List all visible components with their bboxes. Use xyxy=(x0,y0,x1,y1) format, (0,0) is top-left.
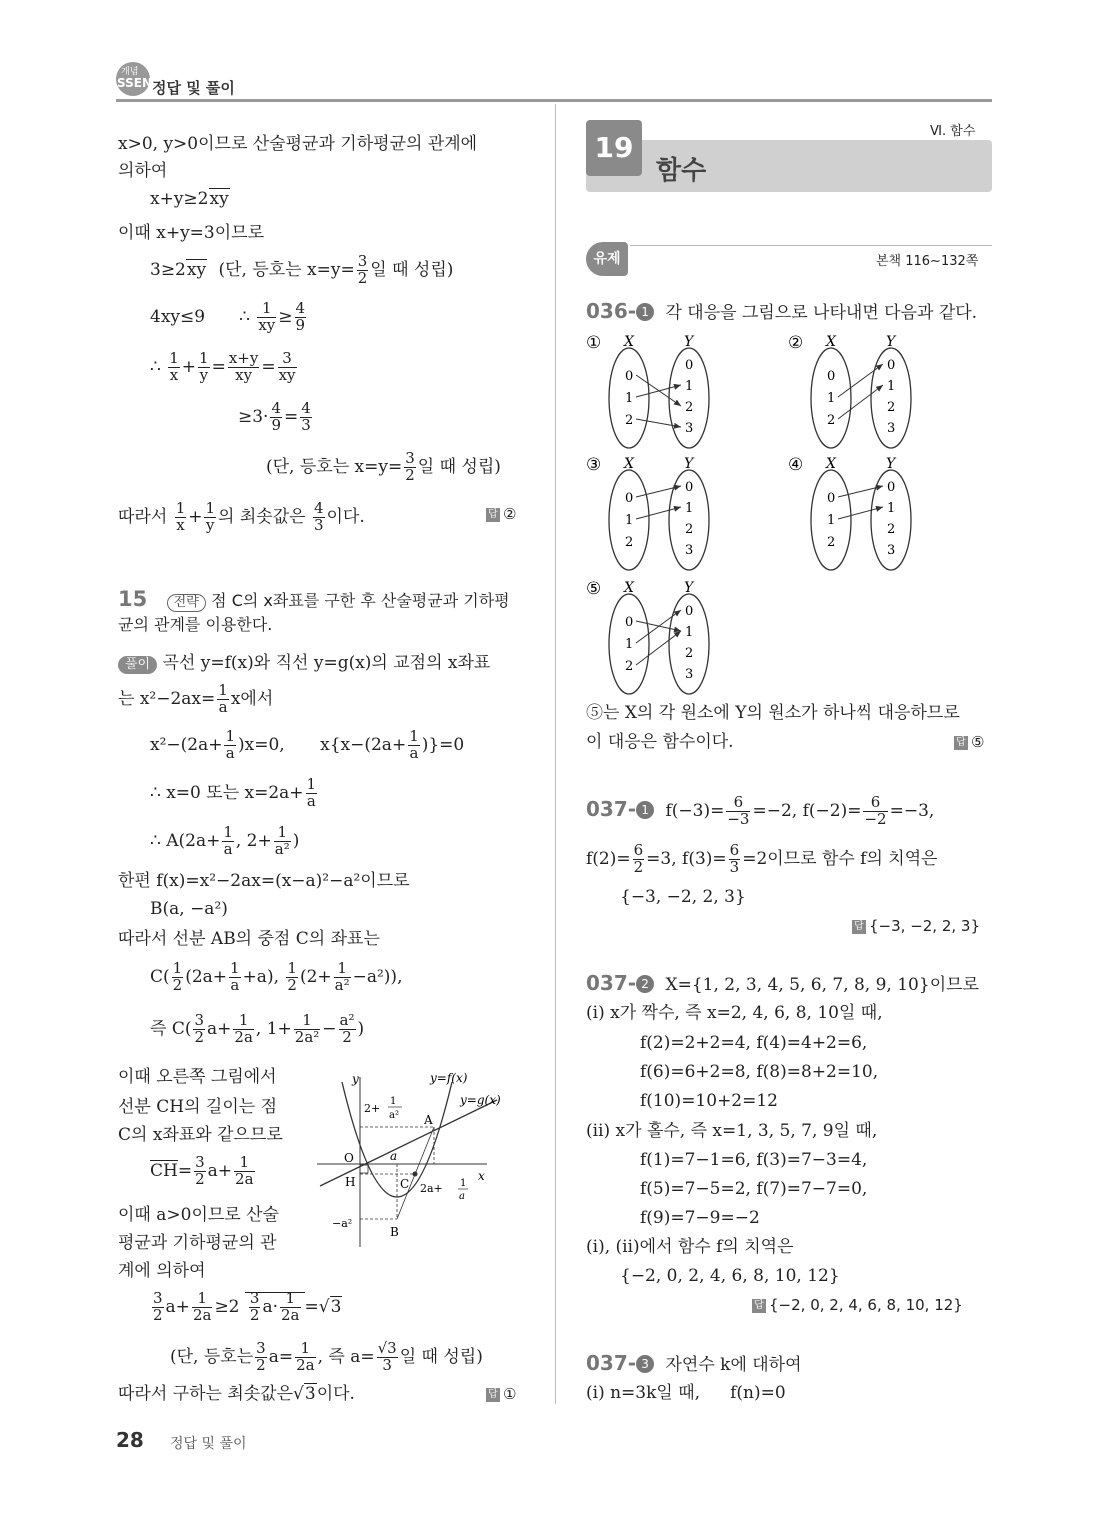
point-a-label: A xyxy=(424,1113,433,1127)
text-line: {−3, −2, 2, 3} xyxy=(620,887,746,907)
y-element: 2 xyxy=(887,400,896,415)
y-element: 0 xyxy=(887,358,896,373)
text-line: 이 대응은 함수이다. xyxy=(586,732,734,752)
mapping-arrow xyxy=(838,486,883,497)
mapping-arrow xyxy=(636,507,681,519)
set-x-label: X xyxy=(624,580,634,596)
set-x-label: X xyxy=(624,456,634,472)
q0371-line1: 037- 1 f(−3)= $\frac{6}{-3}$ =−2, f(−2)= $\frac{6}{-2}$ =−3, xyxy=(586,793,935,828)
line-g xyxy=(320,1100,497,1186)
diagram-label: ③ xyxy=(586,455,602,475)
text-line: f(10)=10+2=12 xyxy=(640,1091,779,1111)
point-c xyxy=(413,1172,418,1177)
math-line: 따라서 $\frac{1}{x}$ + $\frac{1}{y}$ 의 최솟값은 $\frac{4}{3}$ 이다. xyxy=(118,499,365,534)
mapping-arrow xyxy=(838,507,883,519)
mapping-diagram xyxy=(586,452,766,572)
math-line: 는 x²−2ax= $\frac{1}{a}$ x에서 xyxy=(118,681,274,716)
y-element: 2 xyxy=(685,522,694,537)
text-line: f(1)=7−1=6, f(3)=7−3=4, xyxy=(640,1150,868,1170)
diagram-label: ④ xyxy=(788,455,804,475)
set-x-label: X xyxy=(624,334,634,350)
chapter-title: 함수 xyxy=(656,156,707,186)
point-b-label: B xyxy=(390,1225,399,1239)
text-line: 이때 오른쪽 그림에서 xyxy=(118,1067,277,1087)
mapping-arrow xyxy=(636,631,681,665)
text-line: 계에 의하여 xyxy=(118,1261,206,1281)
set-y-label: Y xyxy=(684,580,694,596)
svg-text:1: 1 xyxy=(390,1096,397,1107)
set-y-label: Y xyxy=(684,456,694,472)
math-line: (단, 등호는 x=y= $\frac{3}{2}$ 일 때 성립) xyxy=(266,449,501,484)
text-line: 선분 CH의 길이는 점 xyxy=(118,1097,277,1117)
y-element: 3 xyxy=(685,543,694,558)
set-y-label: Y xyxy=(886,334,896,350)
section-rule xyxy=(630,245,992,246)
answer-0372: 답 {−2, 0, 2, 4, 6, 8, 10, 12} xyxy=(752,1296,963,1314)
math-line: x²−(2a+ $\frac{1}{a}$ )x=0, x{x−(2a+ $\frac{1}{a}$ )}=0 xyxy=(150,727,465,762)
answer-15: 답 ① xyxy=(486,1385,516,1403)
text-line: {−2, 0, 2, 4, 6, 8, 10, 12} xyxy=(620,1266,840,1286)
y-element: 0 xyxy=(685,604,694,619)
y-label: y xyxy=(352,1072,359,1086)
x-element: 2 xyxy=(827,535,836,550)
diagram-label: ② xyxy=(788,333,804,353)
y-element: 1 xyxy=(887,501,896,516)
x-element: 1 xyxy=(625,637,634,652)
mapping-diagram xyxy=(788,330,968,450)
section-badge: 유제 xyxy=(586,242,628,276)
text-line: 이때 a>0이므로 산술 xyxy=(118,1205,279,1225)
math-line: (단, 등호는 $\frac{3}{2}$ a= $\frac{1}{2a}$ , 즉 a= $\frac{√3}{3}$ 일 때 성립) xyxy=(170,1339,483,1374)
answer-036: 답 ⑤ xyxy=(954,733,984,751)
math-line: C( $\frac{1}{2}$ (2a+ $\frac{1}{a}$ +a), $\frac{1}{2}$ (2+ $\frac{1}{\text{a²}}$ −a²)), xyxy=(150,959,403,994)
chapter-band xyxy=(586,140,992,192)
text-line: f(2)=2+2=4, f(4)=4+2=6, xyxy=(640,1033,868,1053)
mapping-arrow xyxy=(636,419,681,427)
y-element: 0 xyxy=(685,480,694,495)
text-line: f(5)=7−5=2, f(7)=7−7=0, xyxy=(640,1179,868,1199)
q036-header: 036- 1 각 대응을 그림으로 나타내면 다음과 같다. xyxy=(586,299,978,323)
math-line: CH= $\frac{3}{2}$ a+ $\frac{1}{2a}$ xyxy=(150,1153,254,1188)
set-y-label: Y xyxy=(684,334,694,350)
mapping-arrow xyxy=(636,486,681,497)
mapping-diagram xyxy=(586,576,766,696)
y-element: 3 xyxy=(887,543,896,558)
math-line: 3≥2xy (단, 등호는 x=y= $\frac{3}{2}$ 일 때 성립) xyxy=(150,252,454,287)
math-line: ∴ $\frac{1}{x}$ + $\frac{1}{y}$ = $\frac{x+y}{xy}$ = $\frac{3}{xy}$ xyxy=(150,349,296,384)
parabola-line-graph xyxy=(312,1062,524,1252)
y-element: 0 xyxy=(887,480,896,495)
y-element: 3 xyxy=(685,421,694,436)
page-number: 28 xyxy=(116,1428,144,1452)
point-h-label: H xyxy=(345,1175,356,1189)
text-line: 한편 f(x)=x²−2ax=(x−a)²−a²이므로 xyxy=(118,871,410,891)
math-line: $\frac{3}{2}$ a+ $\frac{1}{2a}$ ≥2 $\frac{3}{2}$ a· $\frac{1}{2a}$ =√3 xyxy=(153,1289,342,1324)
text-line: ⑤는 X의 각 원소에 Y의 원소가 하나씩 대응하므로 xyxy=(586,703,960,723)
solution-line: 풀이 곡선 y=f(x)와 직선 y=g(x)의 교점의 x좌표 xyxy=(118,652,490,674)
section-pages: 본책 116~132쪽 xyxy=(876,254,979,269)
text-line: B(a, −a²) xyxy=(150,899,228,919)
y-element: 2 xyxy=(887,522,896,537)
text-line: f(6)=6+2=8, f(8)=8+2=10, xyxy=(640,1062,879,1082)
y-element: 1 xyxy=(685,625,694,640)
right-label: 2a+ xyxy=(420,1182,443,1195)
mapping-arrow xyxy=(636,385,681,397)
y-element: 0 xyxy=(685,358,694,373)
text-line: C의 x좌표와 같으므로 xyxy=(118,1125,283,1145)
mapping-arrow xyxy=(838,364,883,397)
diagram-label: ⑤ xyxy=(586,579,602,599)
q0373-line1: 037- 3 자연수 k에 대하여 xyxy=(586,1351,802,1375)
header-title: 정답 및 풀이 xyxy=(152,79,235,97)
text-line: 따라서 구하는 최솟값은√3이다. xyxy=(118,1384,355,1404)
math-line: x+y≥2xy xyxy=(150,189,229,209)
x-element: 2 xyxy=(625,659,634,674)
x-element: 2 xyxy=(625,413,634,428)
y-element: 2 xyxy=(685,400,694,415)
chapter-number: 19 xyxy=(586,120,642,176)
text-line: 평균과 기하평균의 관 xyxy=(118,1233,277,1253)
column-divider xyxy=(555,104,556,1404)
set-y-label: Y xyxy=(886,456,896,472)
point-c-label: C xyxy=(400,1177,410,1191)
x-element: 0 xyxy=(625,615,634,630)
y-element: 1 xyxy=(887,379,896,394)
fx-label: y=f(x) xyxy=(430,1071,468,1085)
math-line: ∴ A(2a+ $\frac{1}{a}$ , 2+ $\frac{1}{\text{a²}}$ ) xyxy=(150,823,300,858)
mapping-arrow xyxy=(636,610,681,643)
text-line: (ⅰ), (ⅱ)에서 함수 f의 치역은 xyxy=(586,1237,794,1257)
neg-a2-label: −a² xyxy=(332,1217,353,1230)
gx-label: y=g(x) xyxy=(460,1093,501,1107)
y-element: 3 xyxy=(887,421,896,436)
header-logo-bottom: SSEN xyxy=(117,76,152,90)
text-line: (ⅰ) n=3k일 때, f(n)=0 xyxy=(586,1383,786,1403)
x-element: 0 xyxy=(827,491,836,506)
math-line: ≥3· $\frac{4}{9}$ = $\frac{4}{3}$ xyxy=(238,399,311,434)
q0372-line1: 037- 2 X={1, 2, 3, 4, 5, 6, 7, 8, 9, 10}이므로 xyxy=(586,971,979,995)
svg-text:a: a xyxy=(459,1191,465,1202)
diagram-label: ① xyxy=(586,333,602,353)
svg-text:a²: a² xyxy=(389,1110,399,1121)
header-logo-top: 개념 xyxy=(121,67,139,77)
x-element: 1 xyxy=(625,391,634,406)
top-label: 2+ xyxy=(364,1102,381,1115)
text-line: f(9)=7−9=−2 xyxy=(640,1208,760,1228)
x-element: 2 xyxy=(625,535,634,550)
y-element: 3 xyxy=(685,667,694,682)
math-line: ∴ x=0 또는 x=2a+ $\frac{1}{a}$ xyxy=(150,775,317,810)
answer-14: 답 ② xyxy=(486,505,516,523)
mapping-diagram xyxy=(586,330,766,450)
x-element: 0 xyxy=(625,491,634,506)
text-line: 이때 x+y=3이므로 xyxy=(118,223,265,243)
math-line: 즉 C( $\frac{3}{2}$ a+ $\frac{1}{2a}$ , 1+ $\frac{1}{\text{2a²}}$ − $\frac{\text{a²}}{2}$ ) xyxy=(150,1011,365,1046)
text-line: x>0, y>0이므로 산술평균과 기하평균의 관계에 xyxy=(118,134,478,154)
text-line: (ⅱ) x가 홀수, 즉 x=1, 3, 5, 7, 9일 때, xyxy=(586,1121,878,1141)
math-line: 4xy≤9 ∴ $\frac{1}{xy}$ ≥ $\frac{4}{9}$ xyxy=(150,299,306,334)
problem-15-header: 15 전략 점 C의 x좌표를 구한 후 산술평균과 기하평 xyxy=(118,587,510,611)
text-line: (ⅰ) x가 짝수, 즉 x=2, 4, 6, 8, 10일 때, xyxy=(586,1003,883,1023)
mapping-diagram xyxy=(788,452,968,572)
set-x-label: X xyxy=(826,334,836,350)
q0371-line2: f(2)= $\frac{6}{2}$ =3, f(3)= $\frac{6}{3}$ =2이므로 함수 f의 치역은 xyxy=(586,841,938,876)
answer-0371: 답 {−3, −2, 2, 3} xyxy=(852,917,980,935)
x-element: 1 xyxy=(625,513,634,528)
text-line: 따라서 선분 AB의 중점 C의 좌표는 xyxy=(118,929,380,949)
y-element: 1 xyxy=(685,501,694,516)
text-line: 균의 관계를 이용한다. xyxy=(118,615,273,634)
set-x-label: X xyxy=(826,456,836,472)
x-element: 0 xyxy=(625,369,634,384)
svg-text:1: 1 xyxy=(460,1178,467,1189)
y-element: 1 xyxy=(685,379,694,394)
header-rule xyxy=(116,99,992,102)
a-tick-label: a xyxy=(390,1149,398,1163)
y-element: 2 xyxy=(685,646,694,661)
x-element: 1 xyxy=(827,391,836,406)
x-label: x xyxy=(478,1169,485,1183)
x-element: 0 xyxy=(827,369,836,384)
footer-label: 정답 및 풀이 xyxy=(170,1436,247,1452)
mapping-arrow xyxy=(838,385,883,419)
text-line: 의하여 xyxy=(118,161,168,181)
x-element: 1 xyxy=(827,513,836,528)
origin-label: O xyxy=(344,1151,354,1165)
x-element: 2 xyxy=(827,413,836,428)
unit-label: Ⅵ. 함수 xyxy=(930,124,976,139)
